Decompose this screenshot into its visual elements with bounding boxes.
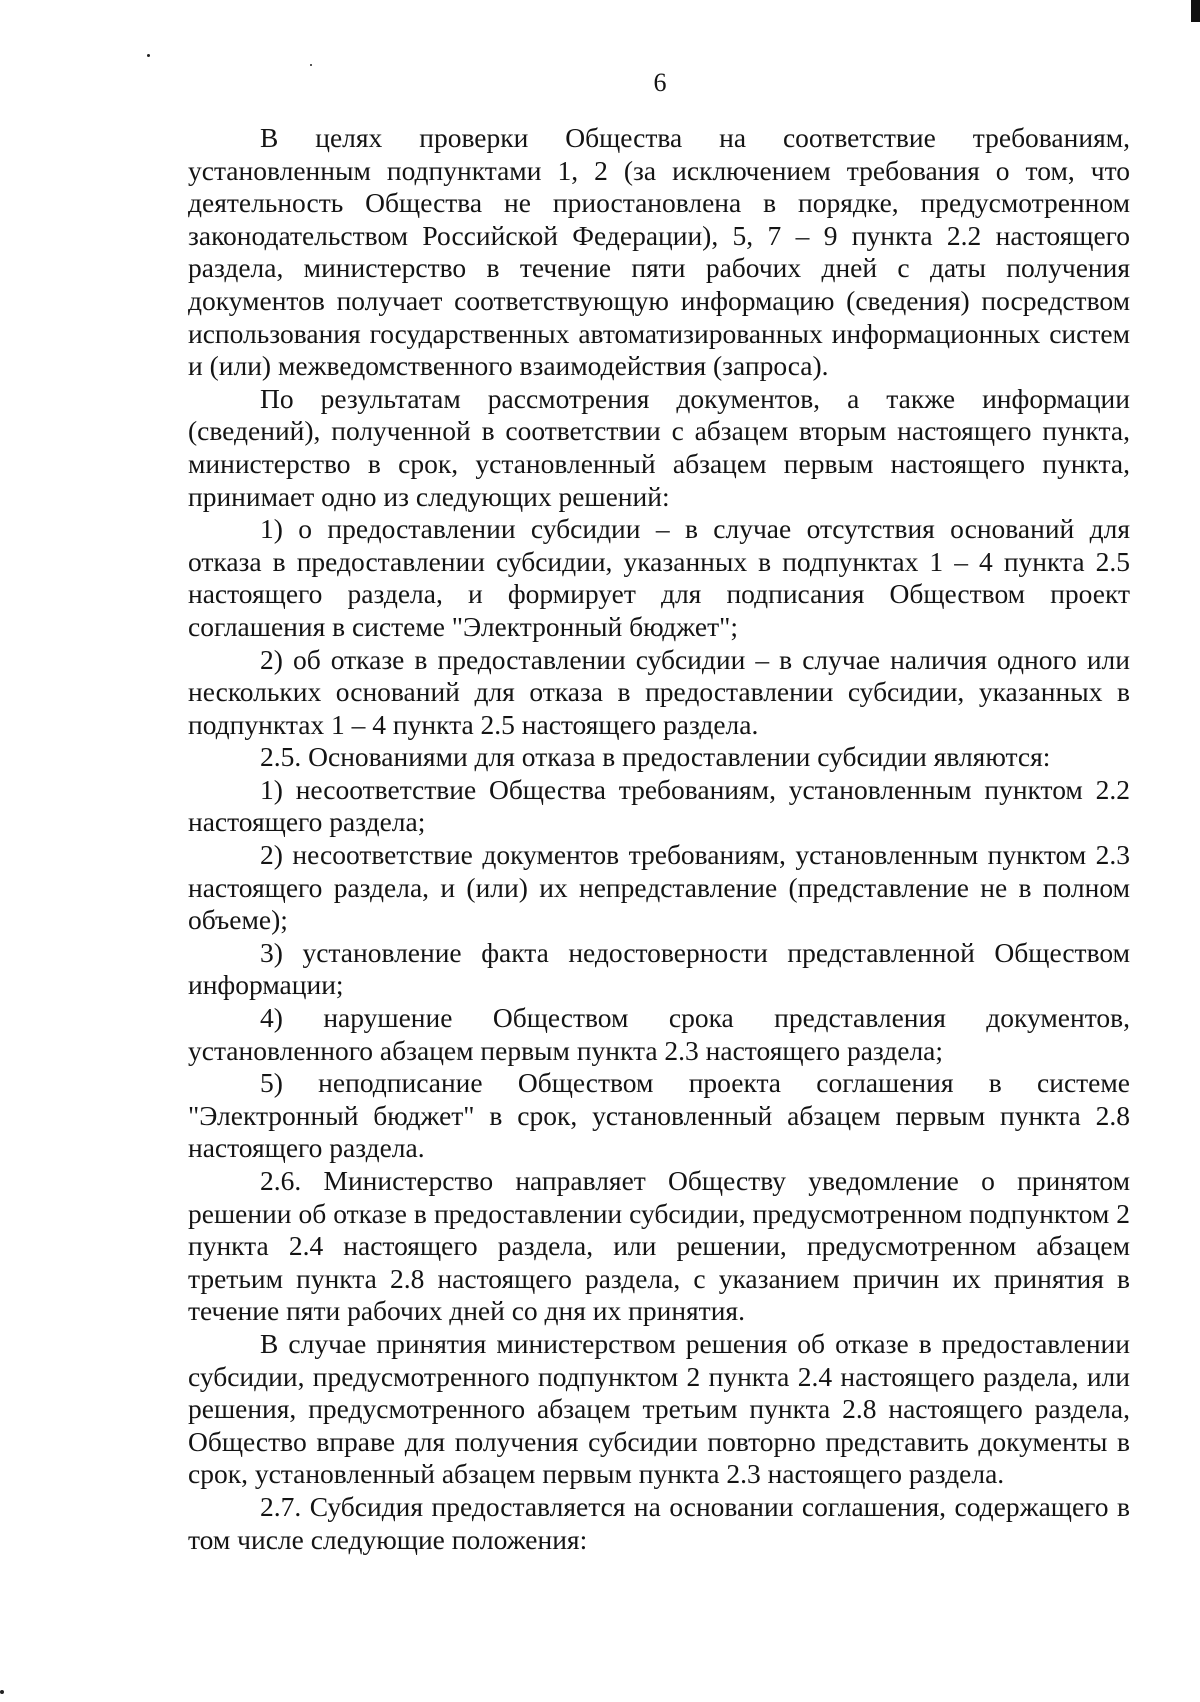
paragraph-ground-4: 4) нарушение Обществом срока представления документов, установленного абзацем первым пункта 2.3 настоящего раздела; [188,1002,1130,1066]
paragraph-section-2-7: 2.7. Субсидия предоставляется на основании соглашения, содержащего в том числе следующие положения: [188,1490,1130,1555]
scan-speck [0,1690,4,1694]
paragraph-review-results: По результатам рассмотрения документов, а также информации (сведений), полученной в соответствии с абзацем вторым настоящего пункта, министерство в срок, установленный абзацем первым настоящего пункта, принимает одно из следующих решений: [188,382,1130,512]
paragraph-decision-refusal: 2) об отказе в предоставлении субсидии – в случае наличия одного или нескольких оснований для отказа в предоставлении субсидии, указанных в подпунктах 1 – 4 пункта 2.5 настоящего раздела. [188,643,1130,740]
document-body [188,122,1130,1556]
paragraph-resubmission: В случае принятия министерством решения об отказе в предоставлении субсидии, предусмотренного подпунктом 2 пункта 2.4 настоящего раздела, или решения, предусмотренного абзацем третьим пункта 2.8 настоящего раздела, Общество вправе для получения субсидии повторно представить документы в срок, установленный абзацем первым пункта 2.3 настоящего раздела. [188,1327,1130,1490]
paragraph-decision-grant: 1) о предоставлении субсидии – в случае отсутствия оснований для отказа в предоставлении субсидии, указанных в подпунктах 1 – 4 пункта 2.5 настоящего раздела, и формирует для подписания Обществом проект соглашения в системе "Электронный бюджет"; [188,513,1130,642]
paragraph-section-2-5: 2.5. Основаниями для отказа в предоставлении субсидии являются: [260,741,1051,773]
scan-speck [147,54,150,57]
scan-speck [310,64,312,66]
page-number: 6 [653,68,667,97]
paragraph-ground-2: 2) несоответствие документов требованиям, установленным пунктом 2.3 настоящего раздела, и (или) их непредставление (представление не в полном объеме); [188,839,1130,936]
paragraph-ground-3: 3) установление факта недостоверности представленной Обществом информации; [188,936,1130,1001]
paragraph-section-2-6: 2.6. Министерство направляет Обществу уведомление о принятом решении об отказе в предоставлении субсидии, предусмотренном подпунктом 2 пункта 2.4 настоящего раздела, или решении, предусмотренном абзацем третьим пункта 2.8 настоящего раздела, с указанием причин их принятия в течение пяти рабочих дней со дня их принятия. [188,1165,1130,1327]
paragraph-verification: В целях проверки Общества на соответствие требованиям, установленным подпунктами 1, 2 (за исключением требования о том, что деятельность Общества не приостановлена в порядке, предусмотренном законодательством Российской Федерации), 5, 7 – 9 пункта 2.2 настоящего раздела, министерство в течение пяти рабочих дней с даты получения документов получает соответствующую информацию (сведения) посредством использования государственных автоматизированных информационных систем и (или) межведомственного взаимодействия (запроса). [188,122,1130,382]
paragraph-ground-5: 5) неподписание Обществом проекта соглашения в системе "Электронный бюджет" в срок, установленный абзацем первым пункта 2.8 настоящего раздела. [188,1067,1130,1164]
paragraph-ground-1: 1) несоответствие Общества требованиям, установленным пунктом 2.2 настоящего раздела; [188,773,1130,838]
scan-edge-mark [1191,0,1200,22]
